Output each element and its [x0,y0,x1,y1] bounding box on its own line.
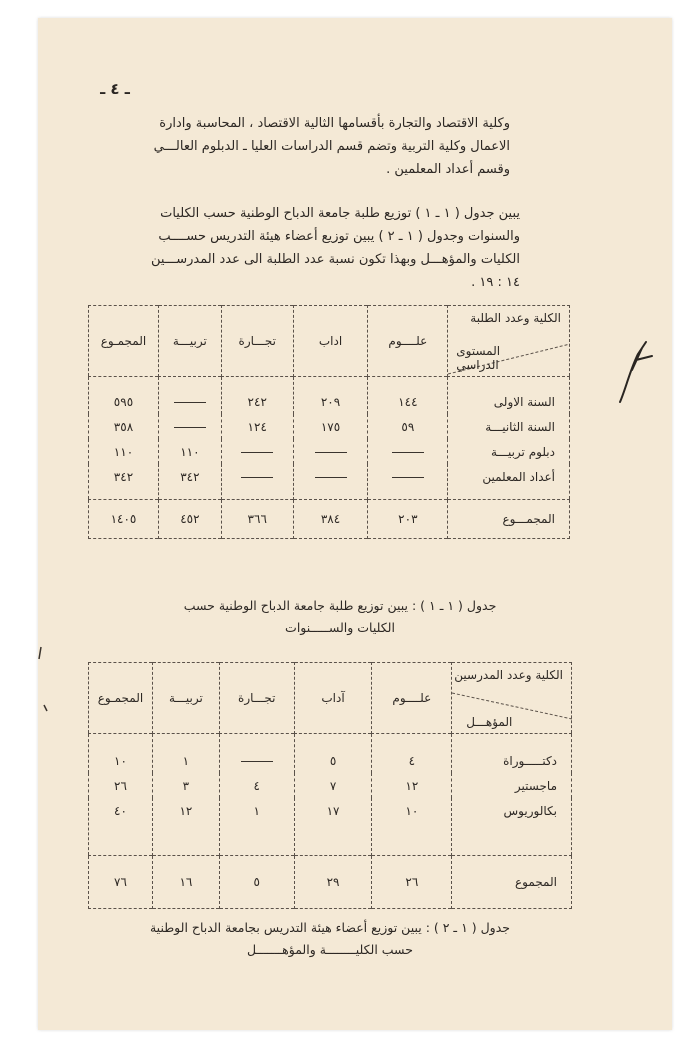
column-header: المجمـوع [89,663,153,734]
total-cell: ٣٦٦ [221,500,293,539]
intro-line: وقسم أعداد المعلمين . [386,162,510,177]
table-cell: ٥٩ [368,414,448,439]
column-header: تجـــارة [219,663,294,734]
pen-tick [36,645,46,661]
table-cell: ٢٠٩ [293,377,368,415]
corner-bottom-label: المستوى الدراسي [456,344,501,372]
total-label: المجمـــوع [448,500,570,539]
total-cell: ٢٠٣ [368,500,448,539]
table-cell: ١٢ [372,773,452,798]
column-header: تربيـــة [158,306,221,377]
page-number: ـ ٤ ـ [100,80,130,98]
pen-dot [42,703,50,713]
table-total-row [89,856,572,909]
faculty-table [88,662,572,909]
table-cell: ١١٠ [158,439,221,464]
column-header: اداب [293,306,368,377]
row-label: السنة الاولى [448,377,570,415]
table-row [89,734,572,774]
table-cell: ٤٠ [114,803,127,818]
row-label: أعداد المعلمين [448,464,570,500]
corner-bottom-label: المؤهـــل [466,715,513,729]
table-row [89,414,570,439]
table-cell: ٣ [152,773,219,798]
column-header: تجـــارة [221,306,293,377]
total-cell: ١٤٠٥ [89,500,159,539]
table-cell: ١١٠ [113,444,134,459]
table-cell: ٥ [294,734,372,774]
total-cell: ١٦ [152,856,219,909]
description-line: والسنوات وجدول ( ١ ـ ٢ ) يبين توزيع أعضاء هيئة التدريس حســــب [158,229,520,244]
table-row [89,377,570,415]
caption-line: الكليات والســـــنوات [285,620,395,635]
table-cell: ١ [219,798,294,856]
description-line: الكليات والمؤهـــل وبهذا تكون نسبة عدد الطلبة الى عدد المدرســـين [151,252,520,267]
row-label: دبلوم تربيـــة [448,439,570,464]
table-cell: ٧ [294,773,372,798]
table-total-row [89,500,570,539]
column-header: علــــوم [372,663,452,734]
table-cell: ١٠ [372,798,452,856]
caption-line: حسب الكليــــــــة والمؤهـــــــل [247,942,413,957]
total-cell: ٥ [219,856,294,909]
intro-line: وكلية الاقتصاد والتجارة بأقسامها الثالية الاقتصاد ، المحاسبة وادارة [159,116,510,131]
table-cell-empty [293,464,368,500]
table-cell-empty [221,439,293,464]
total-cell: ٤٥٢ [158,500,221,539]
header-corner [452,663,572,734]
total-cell: ٢٦ [372,856,452,909]
table-cell: ١٧ [294,798,372,856]
corner-top-label: الكلية وعدد الطلبة [470,311,561,325]
table-header-row [89,663,572,734]
table-cell-empty [158,414,221,439]
total-cell: ٧٦ [89,856,153,909]
table-cell-empty [368,439,448,464]
table-cell: ١٤٤ [368,377,448,415]
total-cell: ٢٩ [294,856,372,909]
table-cell-empty [368,464,448,500]
table-cell: ٤ [219,773,294,798]
description-line: ١٤ : ١٩ . [471,275,520,290]
row-label: السنة الثانيـــة [448,414,570,439]
table-cell: ١٢٤ [221,414,293,439]
table-cell: ١٠ [114,753,127,768]
column-header: آداب [294,663,372,734]
total-cell: ٣٨٤ [293,500,368,539]
table-cell: ٢٦ [114,778,127,793]
table-cell: ٤ [372,734,452,774]
table-header-row [89,306,570,377]
description-paragraph [100,202,520,294]
table-cell: ٣٥٨ [113,419,134,434]
column-header: تربيـــة [152,663,219,734]
students-table [88,305,570,539]
table-cell-empty [158,377,221,415]
row-label: دكتـــــوراة [452,734,572,774]
pen-mark [612,330,662,410]
intro-paragraph [100,112,510,181]
row-label: بكالوريوس [452,798,572,856]
header-corner [448,306,570,377]
table-cell: ١٢ [152,798,219,856]
caption-line: جدول ( ١ ـ ١ ) : يبين توزيع طلبة جامعة الدباح الوطنية حسب [183,598,497,613]
description-line: يبين جدول ( ١ ـ ١ ) توزيع طلبة جامعة الدباح الوطنية حسب الكليات [160,206,520,221]
table-cell-empty [219,734,294,774]
table1-caption [140,595,540,639]
caption-line: جدول ( ١ ـ ٢ ) : يبين توزيع أعضاء هيئة التدريس بجامعة الدباح الوطنية [149,920,511,935]
table-cell: ٥٩٥ [113,394,134,409]
table2-caption [110,917,550,961]
table-cell: ٣٤٢ [113,469,134,484]
intro-line: الاعمال وكلية التربية وتضم قسم الدراسات العليا ـ الدبلوم العالـــي [153,139,510,154]
total-label: المجموع [452,856,572,909]
column-header: علــــوم [368,306,448,377]
table-cell: ١ [152,734,219,774]
table-cell: ٢٤٢ [221,377,293,415]
table-cell: ٣٤٢ [158,464,221,500]
table-cell-empty [293,439,368,464]
row-label: ماجستير [452,773,572,798]
corner-top-label: الكلية وعدد المدرسين [454,668,563,682]
table-cell-empty [221,464,293,500]
table-row [89,773,572,798]
table-row [89,798,572,856]
table-row [89,464,570,500]
table-cell: ١٧٥ [293,414,368,439]
table-row [89,439,570,464]
column-header: المجمـوع [89,306,159,377]
